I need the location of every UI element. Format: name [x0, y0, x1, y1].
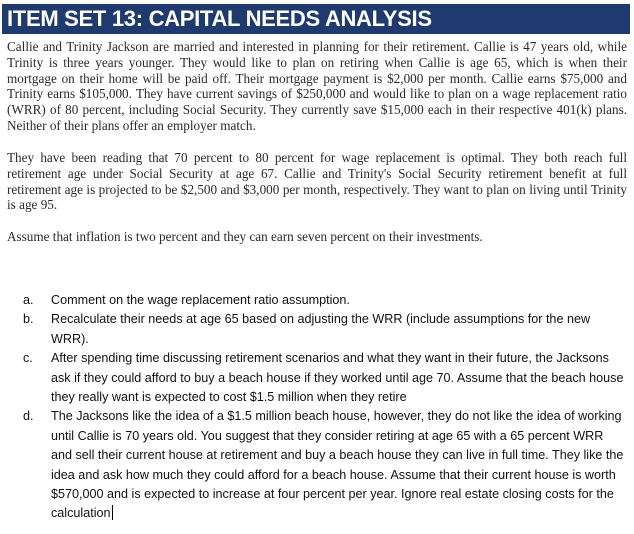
question-letter: c. — [23, 351, 33, 366]
scenario-paragraph-1: Callie and Trinity Jackson are married and interested in planning for their retirement. Callie is 47 years old, while Trinity is three years younger. They would like to plan on retiring when Callie is age 65, which is when their mortgage on their home will be paid off. Their mortgage payment is $2,000 per month. Callie earns $75,000 and Trinity earns $105,000. They have current savings of $250,000 and would like to plan on a wage replacement ratio (WRR) of 80 percent, including Social Security. They currently save $15,000 each in their respective 401(k) plans. Neither of their plans offer an employer match. — [7, 39, 627, 133]
scenario-paragraph-2: They have been reading that 70 percent to 80 percent for wage replacement is optimal. They both reach full retirement age under Social Security at age 67. Callie and Trinity's Social Security retirement benefit at full retirement age is projected to be $2,500 and $3,000 per month, respectively. They want to plan on living until Trinity is age 95. — [7, 150, 627, 213]
question-letter: b. — [23, 312, 34, 327]
question-letter: d. — [23, 409, 34, 424]
question-letter: a. — [23, 293, 34, 307]
page-title: ITEM SET 13: CAPITAL NEEDS ANALYSIS — [7, 6, 432, 31]
question-item-d[interactable] — [23, 407, 625, 523]
text-cursor — [112, 505, 113, 520]
title-banner — [2, 4, 630, 34]
question-text: Comment on the wage replacement ratio assumption. — [51, 293, 350, 307]
question-text: Recalculate their needs at age 65 based on adjusting the WRR (include assumptions for the new WRR). — [51, 312, 591, 346]
question-list — [23, 291, 625, 524]
question-item-b — [23, 310, 625, 349]
question-text: After spending time discussing retirement scenarios and what they want in their future, the Jacksons ask if they could afford to buy a beach house if they worked until age 70. Assume that the beach house they really want is expected to cost $1.5 million when they retire — [51, 351, 624, 405]
assumptions-paragraph: Assume that inflation is two percent and they can earn seven percent on their investments. — [7, 229, 483, 244]
question-text[interactable]: The Jacksons like the idea of a $1.5 million beach house, however, they do not like the idea of working until Callie is 70 years old. You suggest that they consider retiring at age 65 with a 65 percent WRR and sell their current house at retirement and buy a beach house they can live in full time. They like the idea and ask how much they could afford for a beach house. Assume that their current house is worth $570,000 and is expected to increase at four percent per year. Ignore real estate closing costs for the calculation — [51, 409, 624, 521]
question-item-c — [23, 349, 625, 407]
question-item-a — [23, 291, 625, 310]
